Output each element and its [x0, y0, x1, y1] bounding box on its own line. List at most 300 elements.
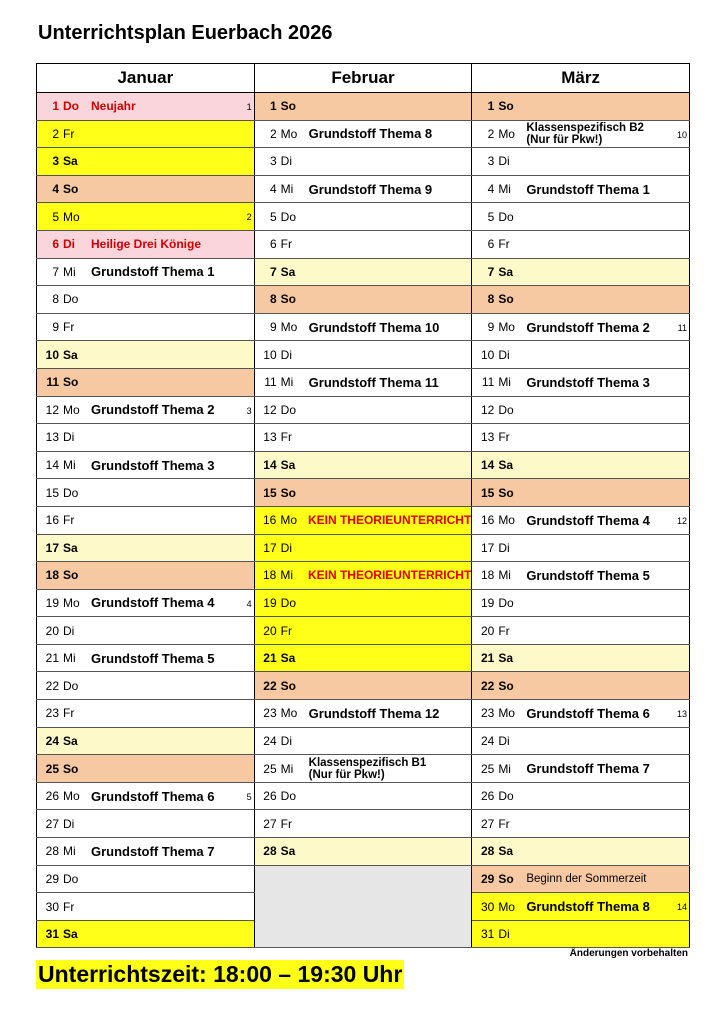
day-number: 24 — [263, 733, 277, 748]
weekday-label: Fr — [280, 623, 292, 638]
weekday-label: Mi — [63, 844, 76, 859]
day-number: 5 — [52, 209, 59, 224]
weekday-label: Mo — [498, 706, 515, 721]
day-cell-januar-4 — [37, 175, 255, 203]
weekday-label: Fr — [498, 816, 510, 831]
day-cell-februar-1 — [254, 93, 472, 121]
day-cell-januar-18 — [37, 562, 255, 590]
weekday-label: Sa — [498, 651, 513, 666]
weekday-label: Sa — [63, 347, 78, 362]
table-row — [37, 782, 690, 810]
day-number: 29 — [480, 871, 495, 886]
lesson-topic: Grundstoff Thema 12 — [308, 705, 440, 721]
weekday-label: Mo — [63, 789, 80, 804]
weekday-label: Fr — [498, 623, 510, 638]
weekday-label: Fr — [63, 320, 75, 335]
weekday-label: So — [498, 292, 514, 307]
day-number: 26 — [480, 789, 495, 804]
day-cell-januar-15 — [37, 479, 255, 507]
day-cell-januar-17 — [37, 534, 255, 562]
day-cell-maerz-9 — [472, 313, 690, 341]
day-cell-maerz-20 — [472, 617, 690, 645]
day-number: 26 — [263, 789, 277, 804]
weekday-label: Mi — [498, 182, 511, 197]
day-number: 18 — [45, 568, 59, 583]
weekday-label: Di — [498, 154, 510, 169]
weekday-label: Di — [280, 540, 292, 555]
day-cell-februar-2 — [254, 120, 472, 148]
day-number: 2 — [52, 126, 59, 141]
weekday-label: Fr — [498, 430, 510, 445]
lesson-topic: Grundstoff Thema 5 — [526, 567, 650, 583]
day-cell-januar-28 — [37, 838, 255, 866]
day-number: 29 — [45, 871, 59, 886]
day-cell-maerz-28 — [472, 838, 690, 866]
weekday-label: Do — [63, 871, 79, 886]
day-cell-maerz-26 — [472, 782, 690, 810]
day-number: 22 — [480, 678, 495, 693]
weekday-label: Do — [280, 595, 296, 610]
day-cell-januar-3 — [37, 148, 255, 176]
day-cell-januar-1 — [37, 93, 255, 121]
day-cell-januar-16 — [37, 506, 255, 534]
weekday-label: Di — [63, 237, 75, 252]
weekday-label: Mo — [498, 126, 515, 141]
day-cell-januar-13 — [37, 424, 255, 452]
weekday-label: Di — [280, 347, 292, 362]
week-number: 1 — [246, 102, 252, 112]
table-row — [37, 865, 690, 893]
lesson-topic: Grundstoff Thema 6 — [526, 705, 650, 721]
table-row — [37, 727, 690, 755]
day-cell-februar-12 — [254, 396, 472, 424]
table-row — [37, 120, 690, 148]
weekday-label: So — [63, 761, 79, 776]
day-cell-januar-23 — [37, 700, 255, 728]
week-number: 12 — [676, 515, 687, 526]
month-header-row — [37, 64, 690, 93]
lesson-topic: Grundstoff Thema 1 — [91, 264, 215, 280]
day-number: 30 — [480, 899, 495, 914]
lesson-topic: Klassenspezifisch B1 (Nur für Pkw!) — [308, 756, 427, 781]
day-number: 20 — [45, 623, 59, 638]
day-number: 13 — [45, 430, 59, 445]
day-number: 15 — [263, 485, 277, 500]
weekday-label: So — [498, 485, 514, 500]
day-cell-maerz-15 — [472, 479, 690, 507]
day-number: 8 — [52, 292, 59, 307]
weekday-label: So — [280, 678, 296, 693]
weekday-label: Mo — [280, 126, 298, 141]
day-cell-februar-19 — [254, 589, 472, 617]
day-cell-februar-4 — [254, 175, 472, 203]
day-cell-maerz-3 — [472, 148, 690, 176]
day-cell-februar-9 — [254, 313, 472, 341]
day-cell-februar-11 — [254, 368, 472, 396]
table-row — [37, 617, 690, 645]
table-row — [37, 396, 690, 424]
day-cell-maerz-23 — [472, 700, 690, 728]
day-cell-januar-22 — [37, 672, 255, 700]
day-number: 19 — [263, 595, 277, 610]
day-cell-maerz-18 — [472, 562, 690, 590]
weekday-label: Mo — [280, 320, 298, 335]
weekday-label: Sa — [498, 458, 513, 473]
day-cell-maerz-4 — [472, 175, 690, 203]
day-number: 14 — [480, 458, 495, 473]
day-number: 21 — [263, 651, 277, 666]
day-number: 26 — [45, 789, 59, 804]
weekday-label: Fr — [63, 513, 75, 528]
day-number: 11 — [264, 375, 277, 390]
table-row — [37, 93, 690, 121]
weekday-label: Mo — [498, 899, 515, 914]
weekday-label: Di — [498, 733, 510, 748]
day-number: 17 — [480, 540, 495, 555]
weekday-label: Di — [280, 733, 292, 748]
weekday-label: Do — [498, 789, 514, 804]
day-number: 4 — [269, 182, 277, 197]
weekday-label: Di — [498, 347, 510, 362]
weekday-label: Mi — [280, 761, 294, 776]
day-number: 28 — [263, 844, 277, 859]
day-cell-maerz-10 — [472, 341, 690, 369]
table-row — [37, 286, 690, 314]
day-cell-maerz-6 — [472, 230, 690, 258]
day-number: 14 — [263, 458, 277, 473]
weekday-label: Fr — [498, 237, 510, 252]
weekday-label: Mo — [63, 402, 80, 417]
day-number: 12 — [45, 402, 59, 417]
day-cell-februar-10 — [254, 341, 472, 369]
day-cell-februar-7 — [254, 258, 472, 286]
weekday-label: Sa — [280, 651, 296, 666]
weekday-label: Fr — [63, 899, 75, 914]
weekday-label: Mo — [498, 320, 515, 335]
weekday-label: So — [498, 871, 514, 886]
lesson-topic: Grundstoff Thema 2 — [526, 319, 650, 335]
day-number: 17 — [263, 540, 277, 555]
table-row — [37, 589, 690, 617]
day-cell-februar-28 — [254, 838, 472, 866]
weekday-label: Sa — [63, 927, 78, 942]
weekday-label: Mo — [280, 513, 298, 528]
weekday-label: Do — [63, 485, 79, 500]
month-header-maerz: März — [472, 64, 690, 93]
table-row — [37, 644, 690, 672]
day-number: 7 — [487, 264, 495, 279]
day-cell-februar-8 — [254, 286, 472, 314]
day-number: 10 — [263, 347, 277, 362]
day-number: 20 — [263, 623, 277, 638]
day-number: 11 — [46, 375, 59, 390]
day-number: 22 — [263, 678, 277, 693]
day-cell-januar-2 — [37, 120, 255, 148]
weekday-label: Mo — [498, 513, 515, 528]
weekday-label: Mi — [63, 651, 76, 666]
page-title: Unterrichtsplan Euerbach 2026 — [38, 22, 333, 44]
day-number: 27 — [480, 816, 495, 831]
day-cell-februar-18 — [254, 562, 472, 590]
weekday-label: So — [498, 99, 514, 114]
day-cell-maerz-14 — [472, 451, 690, 479]
weekday-label: So — [280, 485, 296, 500]
day-number: 18 — [262, 568, 277, 583]
day-cell-januar-10 — [37, 341, 255, 369]
table-row — [37, 341, 690, 369]
day-cell-januar-27 — [37, 810, 255, 838]
lesson-topic: Grundstoff Thema 11 — [308, 374, 439, 390]
day-cell-maerz-31 — [472, 920, 690, 948]
day-cell-februar-14 — [254, 451, 472, 479]
table-row — [37, 451, 690, 479]
weekday-label: Do — [280, 209, 296, 224]
lesson-topic: Grundstoff Thema 9 — [308, 181, 433, 197]
day-cell-maerz-25 — [472, 755, 690, 783]
day-number: 27 — [263, 816, 277, 831]
day-cell-februar-27 — [254, 810, 472, 838]
day-number: 27 — [45, 816, 59, 831]
table-row — [37, 368, 690, 396]
day-number: 13 — [480, 430, 495, 445]
day-cell-februar-17 — [254, 534, 472, 562]
day-number: 25 — [263, 761, 277, 776]
weekday-label: Sa — [280, 844, 296, 859]
day-number: 5 — [269, 209, 277, 224]
table-row — [37, 230, 690, 258]
weekday-label: Di — [63, 816, 75, 831]
weekday-label: Sa — [63, 540, 78, 555]
day-cell-januar-6 — [37, 230, 255, 258]
day-number: 24 — [480, 733, 495, 748]
day-number: 3 — [487, 154, 495, 169]
day-cell-februar-23 — [254, 700, 472, 728]
lesson-topic: Grundstoff Thema 2 — [91, 402, 215, 418]
day-number: 31 — [480, 927, 495, 942]
day-cell-januar-24 — [37, 727, 255, 755]
day-number: 31 — [45, 927, 59, 942]
day-cell-maerz-2 — [472, 120, 690, 148]
day-cell-januar-31 — [37, 920, 255, 948]
lesson-topic: Grundstoff Thema 4 — [526, 512, 650, 528]
weekday-label: Mi — [280, 182, 294, 197]
day-number: 2 — [269, 126, 277, 141]
table-row — [37, 755, 690, 783]
month-header-februar: Februar — [254, 64, 472, 93]
day-number: 18 — [480, 568, 495, 583]
day-cell-februar-15 — [254, 479, 472, 507]
day-cell-maerz-24 — [472, 727, 690, 755]
day-cell-maerz-5 — [472, 203, 690, 231]
table-row — [37, 148, 690, 176]
lesson-topic: Grundstoff Thema 3 — [526, 374, 650, 390]
lesson-topic: Klassenspezifisch B2 (Nur für Pkw!) — [526, 121, 644, 146]
day-cell-maerz-21 — [472, 644, 690, 672]
weekday-label: Sa — [280, 264, 296, 279]
day-number: 16 — [480, 513, 495, 528]
weekday-label: Fr — [280, 237, 292, 252]
weekday-label: Mi — [63, 264, 76, 279]
weekday-label: Di — [498, 927, 510, 942]
lesson-topic: Grundstoff Thema 8 — [308, 126, 433, 142]
day-cell-maerz-27 — [472, 810, 690, 838]
changes-note: Änderungen vorbehalten — [569, 948, 688, 959]
table-row — [37, 506, 690, 534]
week-number: 3 — [246, 405, 252, 416]
lesson-topic: Neujahr — [91, 99, 136, 114]
lesson-topic: Grundstoff Thema 5 — [91, 650, 215, 666]
day-number: 28 — [45, 844, 59, 859]
week-number: 11 — [677, 322, 687, 333]
day-cell-januar-8 — [37, 286, 255, 314]
day-cell-februar-24 — [254, 727, 472, 755]
table-row — [37, 672, 690, 700]
day-cell-maerz-11 — [472, 368, 690, 396]
weekday-label: Do — [498, 595, 514, 610]
weekday-label: Mo — [63, 595, 80, 610]
weekday-label: Mi — [498, 375, 511, 390]
lesson-topic: Beginn der Sommerzeit — [526, 872, 647, 885]
lesson-topic: Grundstoff Thema 7 — [91, 843, 215, 859]
day-cell-januar-20 — [37, 617, 255, 645]
weekday-label: So — [63, 568, 79, 583]
lesson-topic: Grundstoff Thema 10 — [308, 319, 440, 335]
day-number: 1 — [269, 99, 277, 114]
day-number: 6 — [269, 237, 277, 252]
day-cell-maerz-16 — [472, 506, 690, 534]
day-cell-maerz-7 — [472, 258, 690, 286]
table-row — [37, 258, 690, 286]
day-cell-februar-25 — [254, 755, 472, 783]
day-number: 7 — [269, 264, 277, 279]
day-cell-januar-26 — [37, 782, 255, 810]
weekday-label: Fr — [63, 126, 75, 141]
day-number: 21 — [45, 651, 59, 666]
day-number: 15 — [45, 485, 59, 500]
table-row — [37, 203, 690, 231]
table-row — [37, 810, 690, 838]
day-number: 13 — [263, 430, 277, 445]
day-number: 15 — [480, 485, 495, 500]
day-cell-januar-29 — [37, 865, 255, 893]
weekday-label: Sa — [280, 458, 296, 473]
day-number: 25 — [45, 761, 59, 776]
lesson-time-banner: Unterrichtszeit: 18:00 – 19:30 Uhr — [38, 961, 403, 987]
weekday-label: Sa — [63, 733, 78, 748]
day-number: 12 — [263, 402, 277, 417]
weekday-label: So — [498, 678, 514, 693]
day-number: 19 — [480, 595, 495, 610]
weekday-label: Mi — [280, 375, 294, 390]
day-cell-januar-14 — [37, 451, 255, 479]
weekday-label: Sa — [498, 844, 513, 859]
weekday-label: Do — [280, 789, 296, 804]
weekday-label: Sa — [63, 154, 78, 169]
day-number: 5 — [487, 209, 495, 224]
day-cell-januar-7 — [37, 258, 255, 286]
day-cell-januar-12 — [37, 396, 255, 424]
lesson-topic: Grundstoff Thema 3 — [91, 457, 215, 473]
month-header-januar: Januar — [37, 64, 255, 93]
day-cell-januar-9 — [37, 313, 255, 341]
weekday-label: Do — [498, 402, 514, 417]
weekday-label: Do — [63, 99, 79, 114]
day-cell-februar-16 — [254, 506, 472, 534]
day-cell-februar-6 — [254, 230, 472, 258]
day-number: 23 — [263, 706, 277, 721]
day-number: 6 — [487, 237, 495, 252]
day-number: 16 — [45, 513, 59, 528]
day-cell-maerz-22 — [472, 672, 690, 700]
lesson-topic: Grundstoff Thema 1 — [526, 181, 650, 197]
weekday-label: Di — [63, 623, 75, 638]
day-cell-maerz-19 — [472, 589, 690, 617]
day-cell-februar-22 — [254, 672, 472, 700]
day-number: 10 — [45, 347, 59, 362]
day-cell-maerz-13 — [472, 424, 690, 452]
weekday-label: Do — [63, 292, 79, 307]
table-row — [37, 700, 690, 728]
day-number: 4 — [487, 182, 495, 197]
day-cell-maerz-17 — [472, 534, 690, 562]
day-number: 1 — [52, 99, 59, 114]
day-cell-februar-21 — [254, 644, 472, 672]
day-cell-januar-30 — [37, 893, 255, 921]
day-number: 28 — [480, 844, 495, 859]
day-number: 1 — [487, 99, 495, 114]
schedule-body — [37, 93, 690, 948]
day-cell-maerz-8 — [472, 286, 690, 314]
day-number: 9 — [52, 320, 59, 335]
lesson-topic: Heilige Drei Könige — [91, 237, 202, 252]
weekday-label: Do — [280, 402, 296, 417]
day-cell-maerz-29 — [472, 865, 690, 893]
day-number: 22 — [45, 678, 59, 693]
day-number: 24 — [45, 733, 59, 748]
day-number: 12 — [480, 402, 495, 417]
weekday-label: Mo — [63, 209, 80, 224]
empty-month-cell — [254, 865, 472, 948]
day-number: 14 — [45, 458, 59, 473]
day-number: 19 — [45, 595, 59, 610]
week-number: 14 — [676, 902, 687, 913]
weekday-label: Fr — [280, 816, 292, 831]
day-cell-januar-5 — [37, 203, 255, 231]
day-cell-maerz-1 — [472, 93, 690, 121]
week-number: 2 — [246, 212, 252, 223]
lesson-topic: KEIN THEORIEUNTERRICHT — [307, 513, 472, 528]
day-number: 23 — [45, 706, 59, 721]
weekday-label: Di — [63, 430, 75, 445]
lesson-topic: Grundstoff Thema 7 — [526, 761, 650, 777]
lesson-topic: Grundstoff Thema 6 — [91, 788, 215, 804]
day-number: 17 — [45, 540, 59, 555]
day-number: 4 — [52, 182, 59, 197]
day-cell-februar-3 — [254, 148, 472, 176]
day-cell-januar-19 — [37, 589, 255, 617]
week-number: 10 — [676, 129, 687, 140]
day-number: 3 — [269, 154, 277, 169]
day-number: 8 — [269, 292, 277, 307]
weekday-label: So — [280, 292, 296, 307]
table-row — [37, 424, 690, 452]
day-number: 2 — [487, 126, 495, 141]
day-number: 25 — [480, 761, 495, 776]
day-cell-januar-25 — [37, 755, 255, 783]
weekday-label: Mi — [498, 761, 511, 776]
weekday-label: So — [280, 99, 296, 114]
day-number: 16 — [262, 513, 277, 528]
